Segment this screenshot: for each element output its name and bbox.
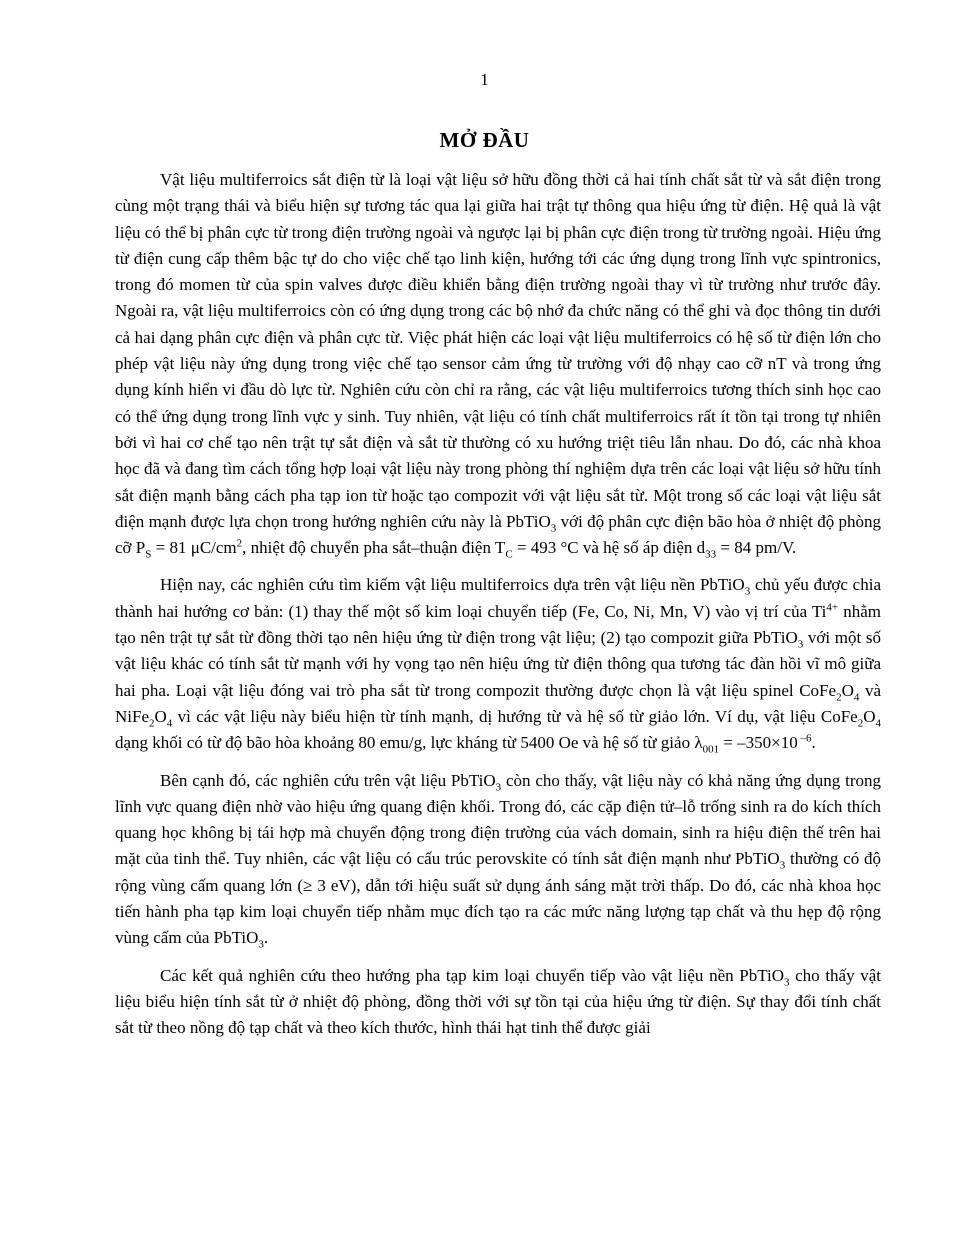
text-run: thường có độ rộng vùng cấm quang lớn (≥ 3 eV), dẫn tới hiệu suất sử dụng ánh sáng mặt trời thấp. Do đó, các nhà khoa học tiến hành pha tạp kim loại chuyển tiếp nhằm mục đích tạo ra các mức năng lượng tạp chất và thu hẹp độ rộng vùng cấm của PbTiO xyxy=(115,849,881,948)
text-run: . xyxy=(811,733,816,753)
text-run: = 493 °C và hệ số áp điện d xyxy=(512,538,706,558)
text-run: Vật liệu multiferroics sắt điện từ là loại vật liệu sở hữu đồng thời cả hai tính chất sắt từ và sắt điện trong cùng một trạng thái và biểu hiện sự tương tác qua lại giữa hai trật tự thông qua hiệu ứng từ điện. Hệ quả là vật liệu có thể bị phân cực từ trong điện trường ngoài và ngược lại bị phân cực điện trong từ trường ngoài. Hiệu ứng từ điện cung cấp thêm bậc tự do cho việc chế tạo linh kiện, hướng tới các ứng dụng trong lĩnh vực spintronics, trong đó momen từ của spin valves được điều khiển bằng điện trường ngoài thay vì từ trường như trước đây. Ngoài ra, vật liệu multiferroics còn có ứng dụng trong các bộ nhớ đa chức năng có thể ghi và đọc thông tin dưới cả hai dạng phân cực điện và phân cực từ. Việc phát hiện các loại vật liệu multiferroics có hệ số từ điện lớn cho phép vật liệu này ứng dụng trong việc chế tạo sensor cảm ứng từ trường với độ nhạy cao cỡ nT và trong ứng dụng kính hiển vi đầu dò lực từ. Nghiên cứu còn chỉ ra rằng, các vật liệu multiferroics tương thích sinh học cao có thể ứng dụng trong lĩnh vực y sinh. Tuy nhiên, vật liệu có tính chất multiferroics rất ít tồn tại trong tự nhiên bởi vì hai cơ chế tạo nên trật tự sắt điện và sắt từ thường có xu hướng triệt tiêu lẫn nhau. Do đó, các nhà khoa học đã và đang tìm cách tổng hợp loại vật liệu này trong phòng thí nghiệm dựa trên các loại vật liệu sở hữu tính sắt điện mạnh bằng cách pha tạp ion từ hoặc tạo compozit với vật liệu sắt từ. Một trong số các loại vật liệu sắt điện mạnh được lựa chọn trong hướng nghiên cứu này là PbTiO xyxy=(115,170,881,531)
subscript: C xyxy=(505,548,513,561)
text-run: Các kết quả nghiên cứu theo hướng pha tạp kim loại chuyển tiếp vào vật liệu nền PbTiO xyxy=(160,965,784,985)
subscript: 3 xyxy=(797,638,804,651)
subscript: 2 xyxy=(149,717,155,730)
paragraph-3 xyxy=(115,768,881,952)
text-run: nhằm tạo nên trật tự sắt từ đồng thời tạo nên hiệu ứng từ điện trong vật liệu; (2) tạo compozit giữa PbTiO xyxy=(115,601,881,648)
text-run: O xyxy=(863,706,876,726)
paragraph-4 xyxy=(115,963,881,1042)
text-run: = 84 pm/V. xyxy=(716,538,797,558)
subscript: 4 xyxy=(166,717,173,730)
subscript: 3 xyxy=(550,522,557,535)
subscript: 33 xyxy=(705,548,717,561)
superscript: 4+ xyxy=(826,601,839,614)
subscript: S xyxy=(145,548,152,561)
text-run: còn cho thấy, vật liệu này có khả năng ứng dụng trong lĩnh vực quang điện nhờ vào hiệu ứng quang điện khối. Trong đó, các cặp điện tử–lỗ trống sinh ra do kích thích quang học không bị tái hợp mà chuyển động trong điện trường của vách domain, sinh ra hiệu điện thế trên hai mặt của tinh thể. Tuy nhiên, các vật liệu có cấu trúc perovskite có tính sắt điện mạnh như PbTiO xyxy=(115,770,882,869)
subscript: 3 xyxy=(784,976,790,988)
text-run: Hiện nay, các nghiên cứu tìm kiếm vật liệu multiferroics dựa trên vật liệu nền PbTiO xyxy=(160,575,745,595)
text-run: O xyxy=(841,680,854,700)
text-run: vì các vật liệu này biểu hiện từ tính mạnh, dị hướng từ và hệ số từ giảo lớn. Ví dụ, vật liệu CoFe xyxy=(172,706,858,726)
subscript: 4 xyxy=(875,717,881,730)
subscript: 3 xyxy=(258,938,264,951)
text-run: cho thấy vật liệu biểu hiện tính sắt từ ở nhiệt độ phòng, đồng thời với sự tồn tại của hiệu ứng từ điện. Sự thay đổi tính chất sắt từ theo nồng độ tạp chất và theo kích thước, hình thái hạt tinh thể được giải xyxy=(115,965,881,1038)
text-run: O xyxy=(154,706,167,726)
text-run: Bên cạnh đó, các nghiên cứu trên vật liệu PbTiO xyxy=(160,770,496,790)
subscript: 3 xyxy=(744,585,751,598)
subscript: 2 xyxy=(857,717,864,730)
subscript: 001 xyxy=(702,743,720,756)
page-number: 1 xyxy=(480,70,489,89)
text-run: chủ yếu được chia thành hai hướng cơ bản: (1) thay thế một số kim loại chuyển tiếp (Fe, Co, Ni, Mn, V) vào vị trí của Ti xyxy=(115,575,881,621)
text-run: và NiFe xyxy=(115,680,882,726)
text-run: với độ phân cực điện bão hòa ở nhiệt độ phòng cỡ P xyxy=(115,511,881,558)
text-run: , nhiệt độ chuyển pha sắt–thuận điện T xyxy=(242,538,506,558)
text-run: = 81 μC/cm xyxy=(151,538,237,558)
subscript: 2 xyxy=(836,691,842,704)
subscript: 3 xyxy=(495,780,502,793)
text-run: với một số vật liệu khác có tính sắt từ mạnh với hy vọng tạo nên hiệu ứng từ điện thông qua tương tác đàn hồi vĩ mô giữa hai pha. Loại vật liệu đóng vai trò pha sắt từ trong compozit thường được chọn là vật liệu spinel CoFe xyxy=(115,628,881,700)
text-run: = –350×10 xyxy=(719,733,798,753)
text-run: dạng khối có từ độ bão hòa khoảng 80 emu/g, lực kháng từ 5400 Oe và hệ số từ giảo λ xyxy=(115,733,703,753)
subscript: 4 xyxy=(853,691,860,704)
document-body xyxy=(115,167,881,1042)
paragraph-1 xyxy=(115,167,881,561)
subscript: 3 xyxy=(779,859,786,872)
page-title: MỞ ĐẦU xyxy=(439,128,530,152)
superscript: 2 xyxy=(236,537,243,550)
superscript: –6 xyxy=(797,732,812,745)
text-run: . xyxy=(263,928,269,948)
paragraph-2 xyxy=(115,572,881,756)
